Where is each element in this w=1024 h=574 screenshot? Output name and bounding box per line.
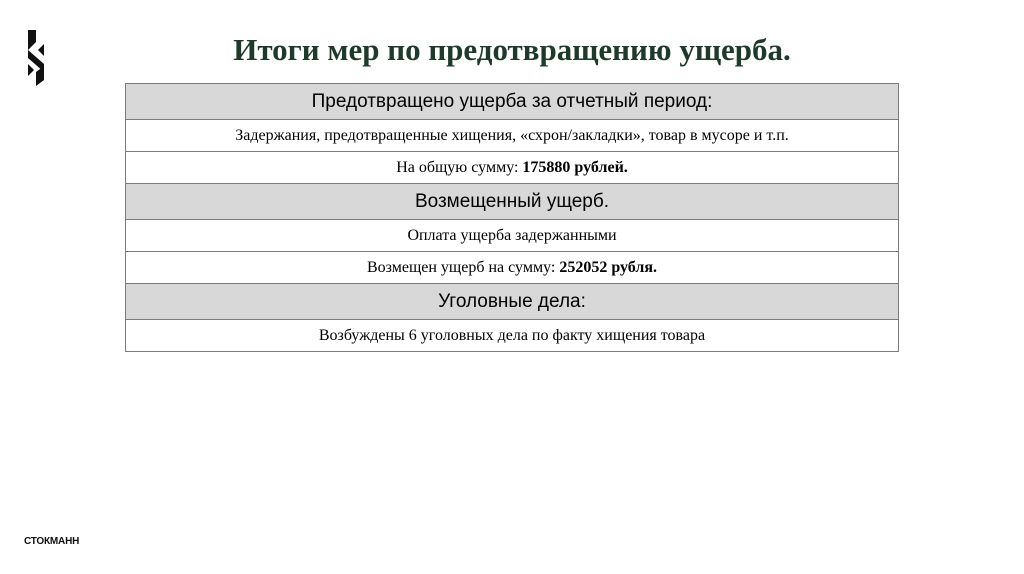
table-row xyxy=(126,152,899,184)
table-cell xyxy=(126,152,899,184)
brand-wordmark: СТОКМАНН xyxy=(24,536,80,547)
table-cell: Задержания, предотвращенные хищения, «схрон/закладки», товар в мусоре и т.п. xyxy=(126,120,899,152)
section-header-row xyxy=(126,184,899,220)
section-header-row xyxy=(126,284,899,320)
table-row xyxy=(126,120,899,152)
slide-title: Итоги мер по предотвращению ущерба. xyxy=(233,32,791,67)
table-cell: Возбуждены 6 уголовных дела по факту хищения товара xyxy=(126,320,899,352)
section-header: Предотвращено ущерба за отчетный период: xyxy=(126,84,899,120)
section-header-row xyxy=(126,84,899,120)
table-cell: Оплата ущерба задержанными xyxy=(126,220,899,252)
summary-table xyxy=(125,83,899,352)
table-row xyxy=(126,252,899,284)
section-header: Возмещенный ущерб. xyxy=(126,184,899,220)
amount-value: 175880 рублей. xyxy=(522,158,628,176)
section-header: Уголовные дела: xyxy=(126,284,899,320)
table-cell xyxy=(126,252,899,284)
table-row xyxy=(126,320,899,352)
amount-value: 252052 рубля. xyxy=(559,258,658,276)
cell-text: Возмещен ущерб на сумму: xyxy=(366,258,560,276)
cell-text: На общую сумму: xyxy=(396,158,523,176)
table-row xyxy=(126,220,899,252)
